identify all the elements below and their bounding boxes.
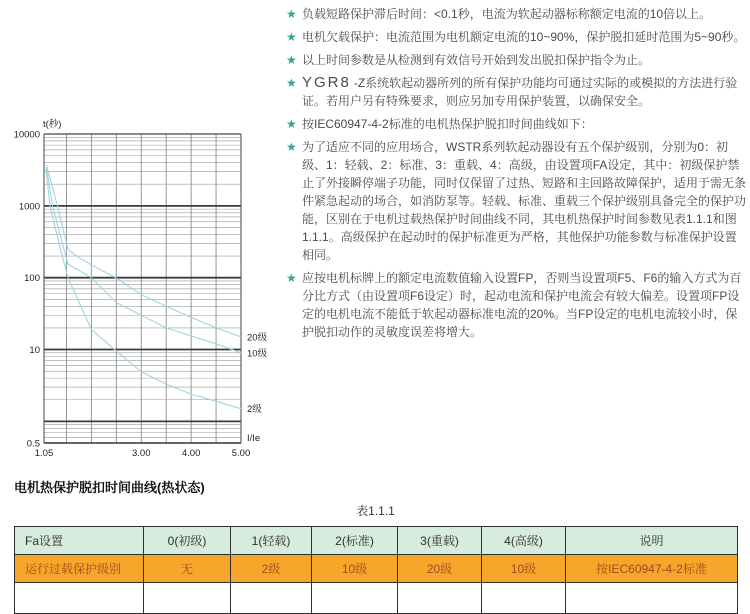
star-bullet-icon: ★: [286, 76, 297, 90]
note-text: 电机欠载保护：电流范围为电机额定电流的10~90%，保护脱扣延时范围为5~90秒。: [302, 30, 746, 44]
star-bullet-icon: ★: [286, 140, 297, 154]
table-cell: 10级: [312, 555, 398, 583]
table-cell: 无: [144, 555, 231, 583]
curve-label: 20级: [247, 332, 268, 344]
note-item: [286, 74, 748, 110]
x-tick-label: 3.00: [132, 448, 151, 459]
star-bullet-icon: ★: [286, 53, 297, 67]
table-header-cell: Fa设置: [15, 527, 144, 555]
protection-notes: [286, 5, 748, 346]
trip-curve-20级: [47, 165, 242, 337]
x-axis-label: I/Ie: [247, 433, 261, 444]
note-text: 为了适应不同的应用场合，WSTR系列软起动器设有五个保护级别，分别为0：初级、1：轻载、2：标准、3：重载、4：高级，由设置项FA设定，其中：初级保护禁止了外接瞬停端子功能，同时仅保留了过热、短路和主回路故障保护，适用于需无条件紧急起动的场合，如消防泵等。轻载、标准、重载三个保护级别具备完全的保护功能，区别在于电机过载热保护时间曲线不同，其电机热保护时间参数见表1.1.1和图1.1.1。高级保护在起动时的保护标准更为严格，其他保护功能参数与标准保护设置相同。: [302, 140, 747, 262]
note-text: 以上时间参数是从检测到有效信号开始到发出脱扣保护指令为止。: [302, 53, 651, 67]
table-cell: [482, 583, 566, 614]
fa-setting-table: [14, 526, 738, 614]
table-cell: [312, 583, 398, 614]
table-header-cell: 说明: [566, 527, 738, 555]
thermal-trip-curve-chart: [0, 118, 290, 470]
y-tick-label: 10000: [13, 129, 40, 141]
table-caption: 表1.1.1: [356, 504, 395, 518]
note-item: [286, 51, 748, 69]
note-text: 按IEC60947-4-2标准的电机热保护脱扣时间曲线如下：: [302, 117, 593, 131]
y-tick-label: 100: [24, 273, 40, 285]
brand-name: YGR8: [302, 74, 351, 91]
note-text: 应按电机标牌上的额定电流数值输入设置FP，否则当设置项F5、F6的输入方式为百分比方式（由设置项F6设定）时，起动电流和保护电流会有较大偏差。设置项FP设定的电机电流不能低于软起动器标准电流的20%。当FP设定的电机电流较小时，保护脱扣动作的灵敏度误差将增大。: [302, 271, 742, 339]
note-item: [286, 138, 748, 264]
note-text: YGR8 -Z系统软起动器所列的所有保护功能均可通过实际的或模拟的方法进行验证。若用户另有特殊要求，则应另加专用保护装置，以确保安全。: [302, 74, 738, 108]
y-tick-label: 10: [29, 345, 40, 357]
note-item: [286, 115, 748, 133]
note-text: 负载短路保护滞后时间：<0.1秒，电流为软起动器标称额定电流的10倍以上。: [302, 7, 712, 21]
x-tick-label: 1.05: [34, 448, 54, 459]
curve-label: 10级: [247, 348, 268, 360]
note-item: [286, 269, 748, 341]
star-bullet-icon: ★: [286, 117, 297, 131]
table-header-cell: 4(高级): [482, 527, 566, 555]
table-cell: 运行过载保护级别: [15, 555, 144, 583]
star-bullet-icon: ★: [286, 271, 297, 285]
table-row: [15, 583, 738, 614]
table-row: [15, 555, 738, 583]
table-cell: 按IEC60947-4-2标准: [566, 555, 738, 583]
table-header-cell: 3(重载): [398, 527, 482, 555]
table-header-cell: 0(初级): [144, 527, 231, 555]
table-cell: 10级: [482, 555, 566, 583]
x-tick-label: 5.00: [231, 448, 251, 459]
table-cell: 20级: [398, 555, 482, 583]
table-cell: [566, 583, 738, 614]
curve-label: 2级: [247, 404, 262, 416]
y-axis-label: t(秒): [43, 119, 62, 130]
table-header-cell: 2(标准): [312, 527, 398, 555]
x-tick-label: 4.00: [181, 448, 201, 459]
table-cell: 2级: [231, 555, 312, 583]
y-tick-label: 1000: [18, 201, 40, 213]
star-bullet-icon: ★: [286, 30, 297, 44]
note-item: [286, 5, 748, 23]
y-tick-label: 0.5: [26, 438, 40, 450]
chart-caption: 电机热保护脱扣时间曲线(热状态): [14, 480, 205, 495]
trip-curve-10级: [47, 167, 242, 353]
table-header-cell: 1(轻载): [231, 527, 312, 555]
table-cell: [398, 583, 482, 614]
table-cell: [231, 583, 312, 614]
table-cell: [144, 583, 231, 614]
table-cell: [15, 583, 144, 614]
star-bullet-icon: ★: [286, 7, 297, 21]
note-item: [286, 28, 748, 46]
